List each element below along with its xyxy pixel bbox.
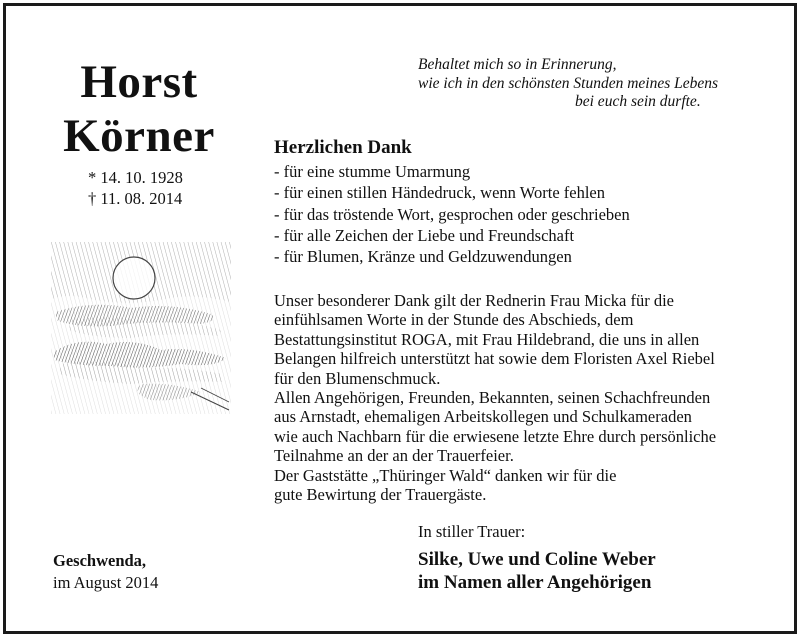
- mourners-line: im Namen aller Angehörigen: [418, 572, 652, 593]
- quote-line: bei euch sein durfte.: [575, 93, 701, 110]
- place-and-date: [53, 550, 158, 594]
- paragraph-line: Der Gaststätte „Thüringer Wald“ danken wir für die: [274, 465, 617, 485]
- paragraph-line: für den Blumenschmuck.: [274, 368, 441, 388]
- thanks-list-item: - für alle Zeichen der Liebe und Freundschaft: [274, 225, 630, 246]
- quote-line: wie ich in den schönsten Stunden meines Lebens: [418, 74, 719, 92]
- thanks-list-item: - für einen stillen Händedruck, wenn Worte fehlen: [274, 182, 630, 203]
- death-date: † 11. 08. 2014: [88, 189, 183, 208]
- thanks-list-item: - für Blumen, Kränze und Geldzuwendungen: [274, 246, 630, 267]
- deceased-first-name: Horst: [80, 56, 198, 108]
- place: Geschwenda,: [53, 551, 147, 570]
- paragraph-line: Belangen hilfreich unterstützt hat sowie dem Floristen Axel Riebel: [274, 349, 715, 369]
- birth-date: * 14. 10. 1928: [88, 168, 183, 187]
- mourners-line: Silke, Uwe und Coline Weber: [418, 549, 656, 570]
- memorial-quote: [418, 56, 718, 112]
- notice-date: im August 2014: [53, 573, 159, 592]
- thanks-list-item: - für eine stumme Umarmung: [274, 161, 630, 182]
- paragraph-line: aus Arnstadt, ehemaligen Arbeitskollegen und Schulkameraden: [274, 407, 692, 427]
- paragraph-line: Unser besonderer Dank gilt der Rednerin Frau Micka für die: [274, 291, 674, 310]
- paragraph-line: wie auch Nachbarn für die erwiesene letzte Ehre durch persönliche: [274, 426, 717, 446]
- deceased-last-name: Körner: [63, 110, 215, 162]
- thanks-heading: Herzlichen Dank: [274, 137, 412, 158]
- quote-line: Behaltet mich so in Erinnerung,: [418, 56, 617, 73]
- thanks-list-item: - für das tröstende Wort, gesprochen oder geschrieben: [274, 204, 630, 225]
- obituary-frame: [3, 3, 797, 634]
- thanks-list: [274, 161, 630, 267]
- paragraph-line: einfühlsamen Worte in der Stunde des Abschieds, dem: [274, 310, 634, 330]
- paragraph-line: Allen Angehörigen, Freunden, Bekannten, seinen Schachfreunden: [274, 388, 711, 408]
- mourners-names: [418, 548, 656, 594]
- thanks-paragraph: [274, 291, 774, 504]
- paragraph-line: gute Bewirtung der Trauergäste.: [274, 485, 487, 505]
- paragraph-line: Teilnahme an der an der Trauerfeier.: [274, 446, 514, 466]
- mourning-label: In stiller Trauer:: [418, 522, 526, 541]
- moon-landscape-illustration: [51, 242, 231, 414]
- paragraph-line: Bestattungsinstitut ROGA, mit Frau Hildebrand, die uns in allen: [274, 329, 700, 349]
